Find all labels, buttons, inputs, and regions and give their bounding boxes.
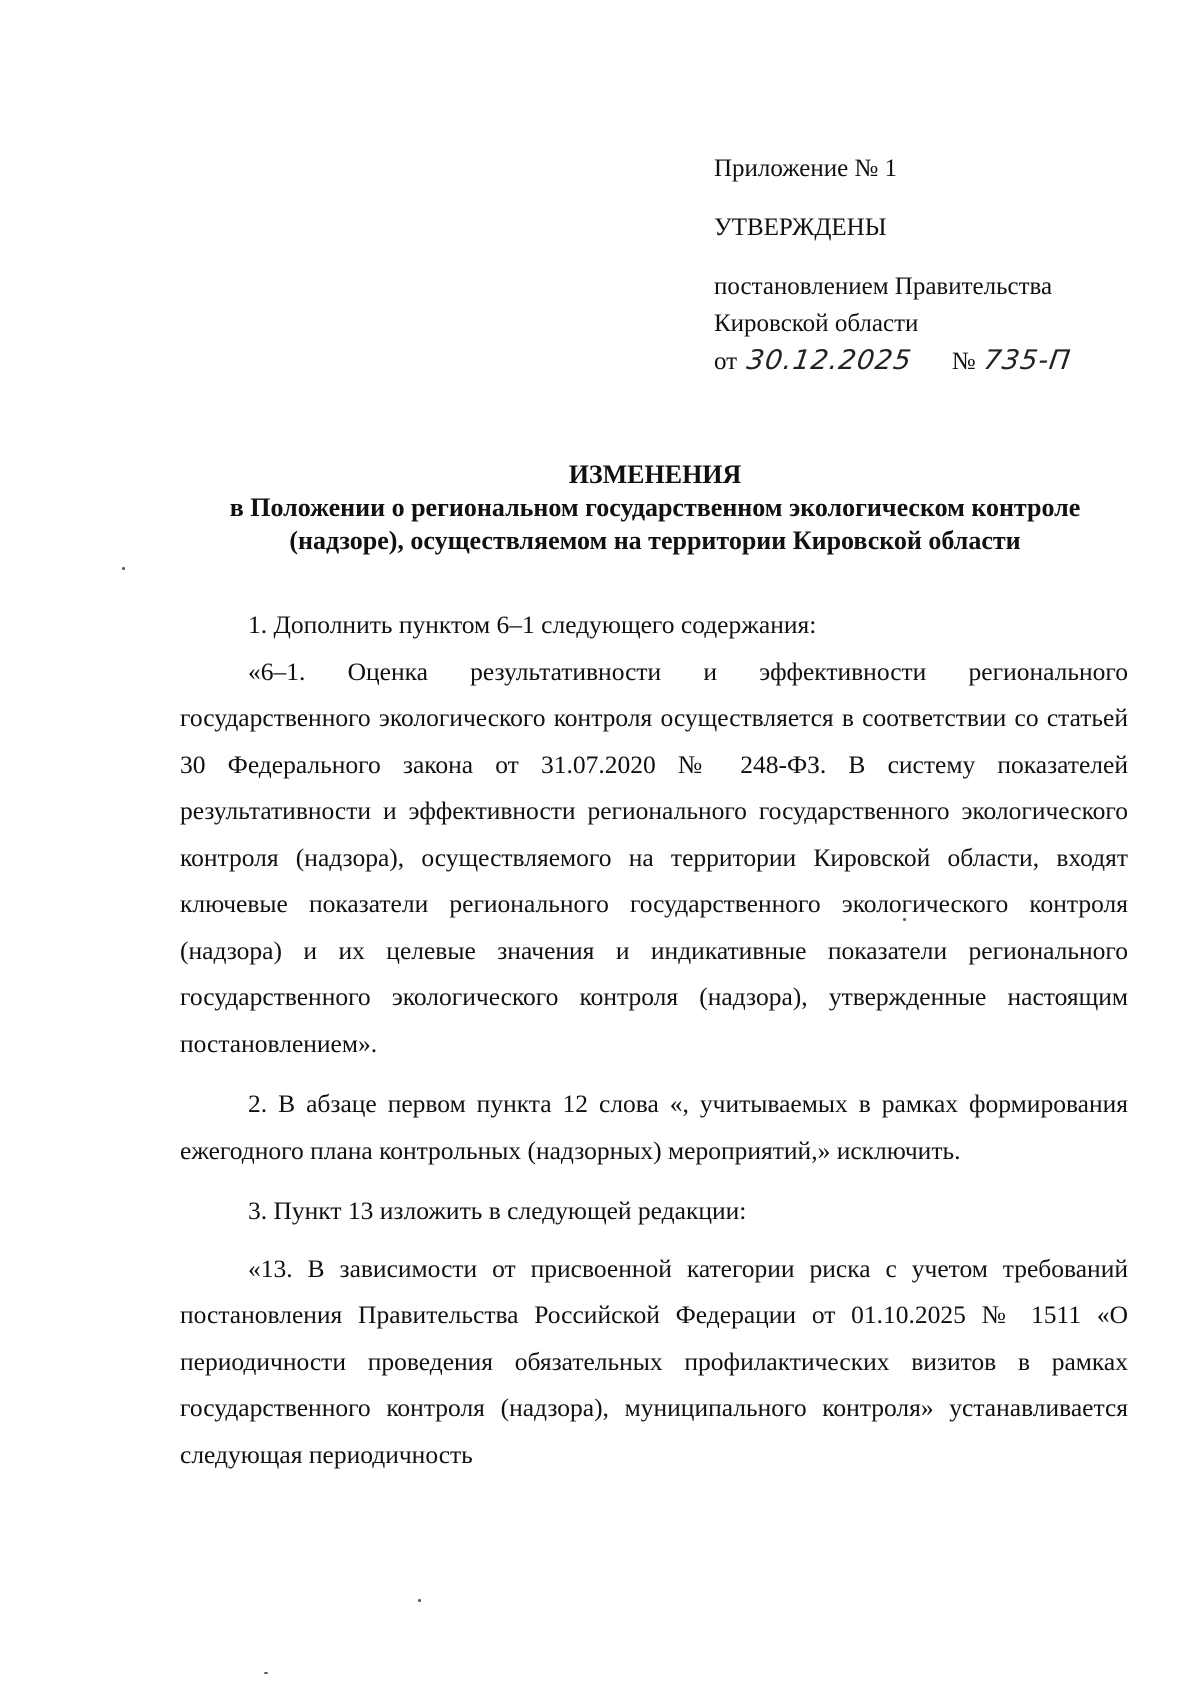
scan-speck bbox=[122, 567, 125, 570]
title-heading: ИЗМЕНЕНИЯ bbox=[568, 460, 742, 489]
decree-line-2: Кировской области bbox=[714, 310, 919, 337]
date-prefix: от bbox=[714, 348, 738, 375]
appendix-label: Приложение № 1 bbox=[714, 155, 898, 182]
paragraph-1: 1. Дополнить пунктом 6–1 следующего содержания: bbox=[248, 610, 817, 639]
paragraph-2: 2. В абзаце первом пункта 12 слова «, учитываемых в рамках формирования ежегодного плана контрольных (надзорных) мероприятий,» исключить. bbox=[180, 1089, 1128, 1165]
scan-speck bbox=[264, 1672, 268, 1674]
title-subtitle-line-1: в Положении о региональном государственном экологическом контроле bbox=[229, 493, 1081, 522]
paragraph-6-1: «6–1. Оценка результативности и эффективности регионального государственного экологического контроля осуществляется в соответствии со статьей 30 Федерального закона от 31.07.2020 № 248-ФЗ. В систему показателей результативности и эффективности регионального государственного экологического контроля (надзора), осуществляемого на территории Кировской области, входят ключевые показатели регионального государственного экологического контроля (надзора) и их целевые значения и индикативные показатели регионального государственного экологического контроля (надзора), утвержденные настоящим постановлением». bbox=[180, 656, 1128, 1058]
document-title bbox=[180, 458, 1130, 557]
paragraph-3: 3. Пункт 13 изложить в следующей редакции: bbox=[248, 1196, 747, 1225]
paragraph-13: «13. В зависимости от присвоенной категории риска с учетом требований постановления Правительства Российской Федерации от 01.10.2025 № 1511 «О периодичности проведения обязательных профилактических визитов в рамках государственного контроля (надзора), муниципального контроля» устанавливается следующая периодичность bbox=[180, 1253, 1128, 1469]
approved-label: УТВЕРЖДЕНЫ bbox=[714, 214, 887, 241]
document-body bbox=[180, 602, 1128, 1478]
decree-date-row bbox=[714, 342, 1073, 380]
decree-line-1: постановлением Правительства bbox=[714, 273, 1053, 300]
handwritten-date: 30.12.2025 bbox=[744, 345, 914, 376]
scan-speck bbox=[903, 918, 906, 921]
approval-header bbox=[714, 150, 1073, 380]
number-label: № bbox=[951, 348, 976, 375]
title-subtitle-line-2: (надзоре), осуществляемом на территории Кировской области bbox=[289, 526, 1021, 555]
handwritten-number: 735-П bbox=[981, 345, 1073, 376]
scan-speck bbox=[418, 1599, 421, 1602]
